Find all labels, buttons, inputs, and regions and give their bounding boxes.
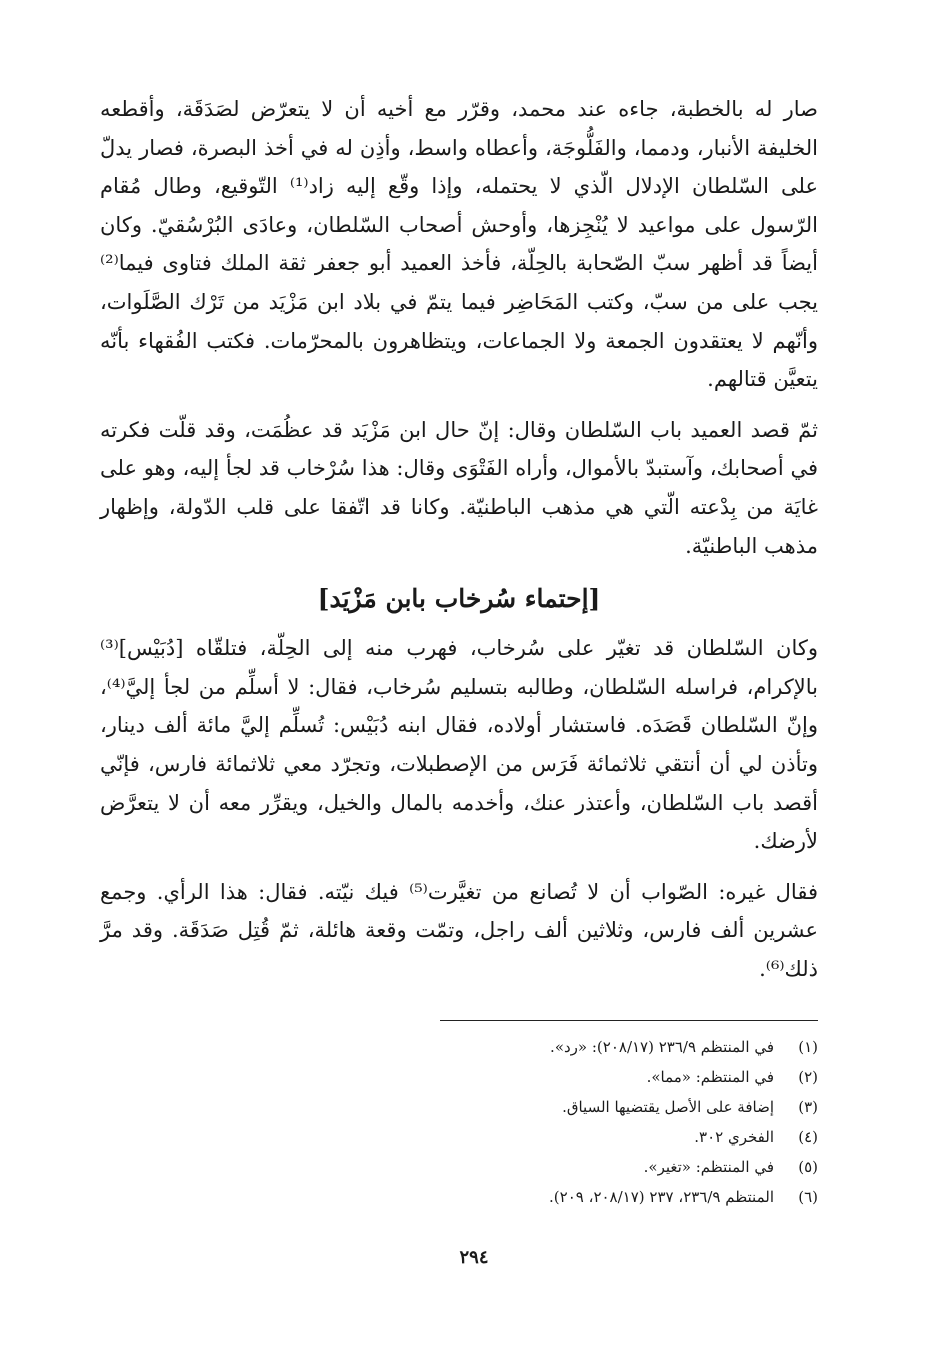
footnote-number: (٤) <box>798 1128 818 1146</box>
section-heading: [إحتماء سُرخاب بابن مَزْيَد] <box>317 584 601 614</box>
footnote-text: المنتظم ٢٣٦/٩، ٢٣٧ (٢٠٨/١٧، ٢٠٩). <box>549 1188 774 1206</box>
footnotes <box>300 1032 818 1212</box>
page-number: ٢٩٤ <box>459 1247 489 1268</box>
footnote-text: في المنتظم: «مما». <box>646 1068 774 1086</box>
footnote-number: (٢) <box>798 1068 818 1086</box>
footnote-number: (٥) <box>798 1158 818 1176</box>
footnote-number: (١) <box>798 1038 818 1056</box>
paragraph-2: ثمّ قصد العميد باب السّلطان وقال: إنّ حال ابن مَزْيَد قد عظُمَت، وقد قلّت فكرته في أصحابك، وآستبدّ بالأموال، وأراه الفَتْوَى وقال: هذا سُرْخاب قد لجأ إليه، وهو على غايَة من بِدْعته الّتي هي مذهب الباطنيّة. وكانا قد اتّفقا على قلب الدّولة، وإظهار مذهب الباطنيّة. <box>100 417 818 558</box>
footnote-item <box>300 1062 818 1092</box>
paragraph-1: صار له بالخطبة، جاءه عند محمد، وقرّر مع أخيه أن لا يتعرّض لصَدَقَة، وأقطعه الخليفة الأنبار، ودمما، والفَلُّوجَة، وأعطاه واسط، وأذِن له في أخذ البصرة، فصار يدلّ على السّلطان الإدلال الّذي لا يحتمله، وإذا وقّع إليه زاد⁽¹⁾ التّوقيع، وطال مُقام الرّسول على مواعيد لا يُنْجِزها، وأوحش أصحاب السّلطان، وعادَى البُرْسُقيّ. وكان أيضاً قد أظهر سبّ الصّحابة بالحِلّة، فأخذ العميد أبو جعفر ثقة الملك فتاوى فيما⁽²⁾ يجب على من سبّ، وكتب المَحَاضِر فيما يتمّ في بلاد ابن مَزْيَد من تَرْك الصَّلَوات، وأنّهم لا يعتقدون الجمعة ولا الجماعات، ويتظاهرون بالمحرّمات. فكتب الفُقهاء بأنّه يتعيَّن قتالهم. <box>100 97 818 392</box>
paragraph-4: فقال غيره: الصّواب أن لا تُصانع من تغيَّرت⁽⁵⁾ فيك نيّته. فقال: هذا الرأي. وجمع عشرين ألف فارس، وثلاثين ألف راجل، وتمّت وقعة هائلة، ثمّ قُتِل صَدَقَة. وقد مرَّ ذلك⁽⁶⁾. <box>100 879 818 981</box>
footnote-divider <box>440 1020 818 1021</box>
footnote-text: في المنتظم: «تغير». <box>643 1158 774 1176</box>
footnote-text: الفخري ٣٠٢. <box>694 1128 774 1146</box>
paragraph-3: وكان السّلطان قد تغيّر على سُرخاب، فهرب منه إلى الحِلّة، فتلقّاه [دُبَيْس]⁽³⁾ بالإكرام، فراسله السّلطان، وطالبه بتسليم سُرخاب، فقال: لا أسلِّم من لجأ إليَّ⁽⁴⁾، وإنّ السّلطان قَصَدَه. فاستشار أولاده، فقال ابنه دُبَيْس: تُسلِّم إليَّ مائة ألف دينار، وتأذن لي أن أنتقي ثلاثمائة فَرَس من الإصطبلات، وتجرّد معي ثلاثمائة فارس، فإنّي أقصد باب السّلطان، وأعتذر عنك، وأخدمه بالمال والخيل، ويقرِّر معه أن لا يتعرَّض لأرضك. <box>100 636 818 854</box>
footnote-item <box>300 1122 818 1152</box>
footnote-item <box>300 1032 818 1062</box>
page-body <box>100 90 818 988</box>
footnote-text: إضافة على الأصل يقتضيها السياق. <box>562 1098 774 1116</box>
footnote-text: في المنتظم ٢٣٦/٩ (٢٠٨/١٧): «رد». <box>550 1038 774 1056</box>
footnote-number: (٦) <box>798 1188 818 1206</box>
footnote-number: (٣) <box>798 1098 818 1116</box>
footnote-item <box>300 1152 818 1182</box>
footnote-item <box>300 1182 818 1212</box>
footnote-item <box>300 1092 818 1122</box>
